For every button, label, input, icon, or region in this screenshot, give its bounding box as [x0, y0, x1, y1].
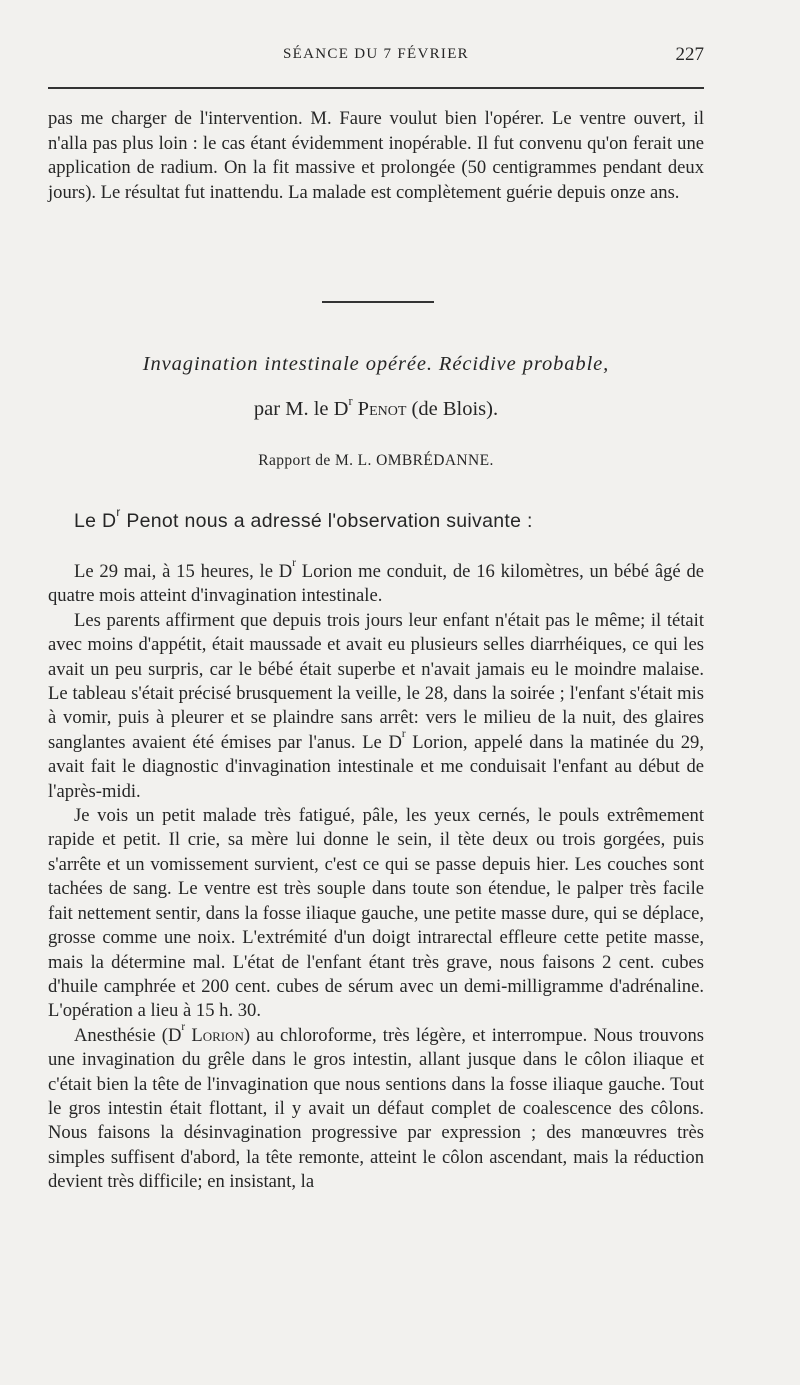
- observation-intro: [48, 506, 704, 533]
- byline-prefix: par M. le D: [253, 398, 349, 420]
- p1-sup: r: [292, 557, 296, 569]
- intro-paragraph-text: pas me charger de l'intervention. M. Faure voulut bien l'opérer. Le ventre ouvert, il n'alla pas plus loin : le cas étant évidemment inopérable. Il fut convenu qu'on ferait une application de radium. On la fit massive et prolongée (50 centigrammes pendant deux jours). Le résultat fut inattendu. La malade est complètement guérie depuis onze ans.: [48, 108, 704, 203]
- running-title: SÉANCE DU 7 FÉVRIER: [283, 46, 469, 62]
- intro-paragraph: [48, 107, 704, 205]
- p4-sup: r: [181, 1020, 186, 1033]
- p4-text-b: ) au chloroforme, très légère, et interrompue. Nous trouvons une invagination du grêle dans le gros intestin, allant jusque dans le côlon iliaque et c'était bien la tête de l'invagination que nous sentions dans la fosse iliaque gauche. Tout le gros intestin était flottant, il y avait un défaut complet de coalescence des côlons. Nous faisons la désinvagination progressive par expression ; des manœuvres très simples suffisent d'abord, la tête remonte, atteint le côlon ascendant, mais la réduction devient très difficile; en insistant, la: [48, 1024, 704, 1193]
- p4-name: Lorion: [191, 1024, 244, 1046]
- p2-text-b: Lorion, appelé dans la matinée du 29, avait fait le diagnostic d'invagination intestinale et me conduisait l'enfant au début de l'après-midi.: [48, 731, 704, 802]
- p2-sup: r: [401, 727, 406, 740]
- byline-suffix: (de Blois).: [411, 398, 499, 420]
- section-divider: [322, 301, 434, 303]
- p1-text-a: Le 29 mai, à 15 heures, le D: [74, 561, 293, 582]
- paragraph-3: Je vois un petit malade très fatigué, pâle, les yeux cernés, le pouls extrêmement rapide et petit. Il crie, sa mère lui donne le sein, il tète deux ou trois gorgées, puis s'arrête et un vomissement survient, c'est ce qui se passe depuis hier. Les couches sont tachées de sang. Le ventre est très souple dans toute son étendue, le palper très facile fait nettement sentir, dans la fosse iliaque gauche, une petite masse dure, qui se déplace, grosse comme une noix. L'extrémité d'un doigt intrarectal effleure cette petite masse, mais la détermine mal. L'état de l'enfant étant très grave, nous faisons 2 cent. cubes d'huile camphrée et 200 cent. cubes de sérum avec un demi-milligramme d'adrénaline. L'opération a lieu à 15 h. 30.: [48, 805, 704, 1022]
- p2-text-a: Les parents affirment que depuis trois jours leur enfant n'était pas le même; il tétait avec moins d'appétit, était maussade et avait eu plusieurs selles diarrhéiques, ce qui les avait un peu surpris, car le bébé était superbe et n'avait jamais eu le moindre malaise. Le tableau s'était précisé brusquement la veille, le 28, dans la soirée ; l'enfant s'était mis à vomir, puis à pleurer et se plaindre sans arrêt: vers le milieu de la nuit, des glaires sanglantes avaient été émises par l'anus. Le D: [48, 609, 704, 753]
- article-byline: [48, 394, 704, 421]
- header-rule: [48, 87, 704, 89]
- observation-intro-post: Penot nous a adressé l'observation suivante :: [126, 510, 533, 532]
- p1-text-b: Lorion me conduit, de 16 kilomètres, un bébé âgé de quatre mois atteint d'invagination intestinale.: [48, 561, 704, 607]
- page-number: 227: [675, 44, 704, 65]
- byline-sup: r: [348, 394, 353, 408]
- report-line: Rapport de M. L. OMBRÉDANNE.: [258, 452, 494, 469]
- paragraph-2: [48, 609, 704, 804]
- observation-intro-pre: Le D: [74, 510, 117, 532]
- byline-author: Penot: [357, 398, 407, 420]
- paragraph-1: [48, 557, 704, 609]
- article-title: Invagination intestinale opérée. Récidive probable,: [142, 353, 610, 375]
- observation-body: [48, 557, 704, 1195]
- p4-text-a: Anesthésie (D: [74, 1024, 182, 1046]
- paragraph-4: [48, 1020, 704, 1195]
- page-header: [48, 46, 704, 72]
- observation-intro-sup: r: [116, 506, 121, 519]
